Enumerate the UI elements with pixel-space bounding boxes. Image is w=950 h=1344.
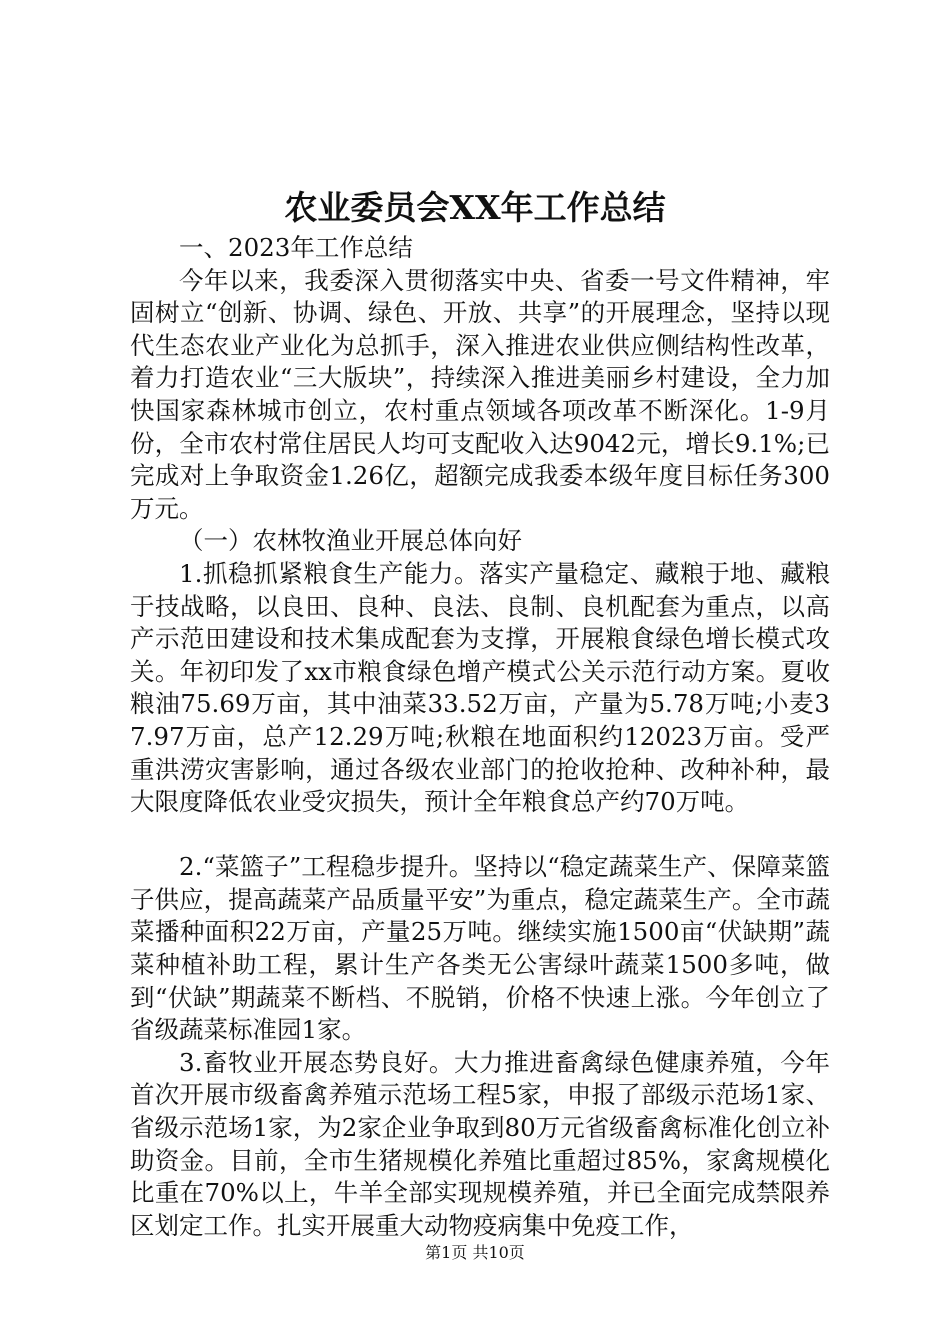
page-footer: 第1页 共10页 bbox=[425, 1243, 525, 1262]
paragraph-spacer bbox=[130, 819, 830, 852]
paragraph-livestock: 3.畜牧业开展态势良好。大力推进畜禽绿色健康养殖，今年首次开展市级畜禽养殖示范场工程5家，申报了部级示范场1家、省级示范场1家，为2家企业争取到80万元省级畜禽标准化创立补助资金。目前，全市生猪规模化养殖比重超过85%，家禽规模化比重在70%以上，牛羊全部实现规模养殖，并已全面完成禁限养区划定工作。扎实开展重大动物疫病集中免疫工作， bbox=[130, 1047, 830, 1240]
paragraph-grain: 1.抓稳抓紧粮食生产能力。落实产量稳定、藏粮于地、藏粮于技战略，以良田、良种、良法、良制、良机配套为重点，以高产示范田建设和技术集成配套为支撑，开展粮食绿色增长模式攻关。年初印发了xx市粮食绿色增产模式公关示范行动方案。夏收粮油75.69万亩，其中油菜33.52万亩，产量为5.78万吨;小麦37.97万亩，总产12.29万吨;秋粮在地面积约12023万亩。受严重洪涝灾害影响，通过各级农业部门的抢收抢种、改种补种，最大限度降低农业受灾损失，预计全年粮食总产约70万吨。 bbox=[130, 558, 830, 817]
paragraph-intro: 今年以来，我委深入贯彻落实中央、省委一号文件精神，牢固树立“创新、协调、绿色、开放、共享”的开展理念，坚持以现代生态农业产业化为总抓手，深入推进农业供应侧结构性改革，着力打造农业“三大版块”，持续深入推进美丽乡村建设，全力加快国家森林城市创立，农村重点领域各项改革不断深化。1-9月份，全市农村常住居民人均可支配收入达9042元，增长9.1%;已完成对上争取资金1.26亿，超额完成我委本级年度目标任务300万元。 bbox=[130, 265, 830, 523]
subsection-heading: （一）农林牧渔业开展总体向好 bbox=[179, 526, 522, 556]
paragraph-vegetables: 2.“菜篮子”工程稳步提升。坚持以“稳定蔬菜生产、保障菜篮子供应，提高蔬菜产品质量平安”为重点，稳定蔬菜生产。全市蔬菜播种面积22万亩，产量25万吨。继续实施1500亩“伏缺期”蔬菜种植补助工程，累计生产各类无公害绿叶蔬菜1500多吨，做到“伏缺”期蔬菜不断档、不脱销，价格不快速上涨。今年创立了省级蔬菜标准园1家。 bbox=[130, 852, 830, 1045]
document-body bbox=[130, 232, 830, 1242]
section-heading: 一、2023年工作总结 bbox=[179, 233, 413, 262]
document-title: 农业委员会XX年工作总结 bbox=[284, 188, 666, 227]
